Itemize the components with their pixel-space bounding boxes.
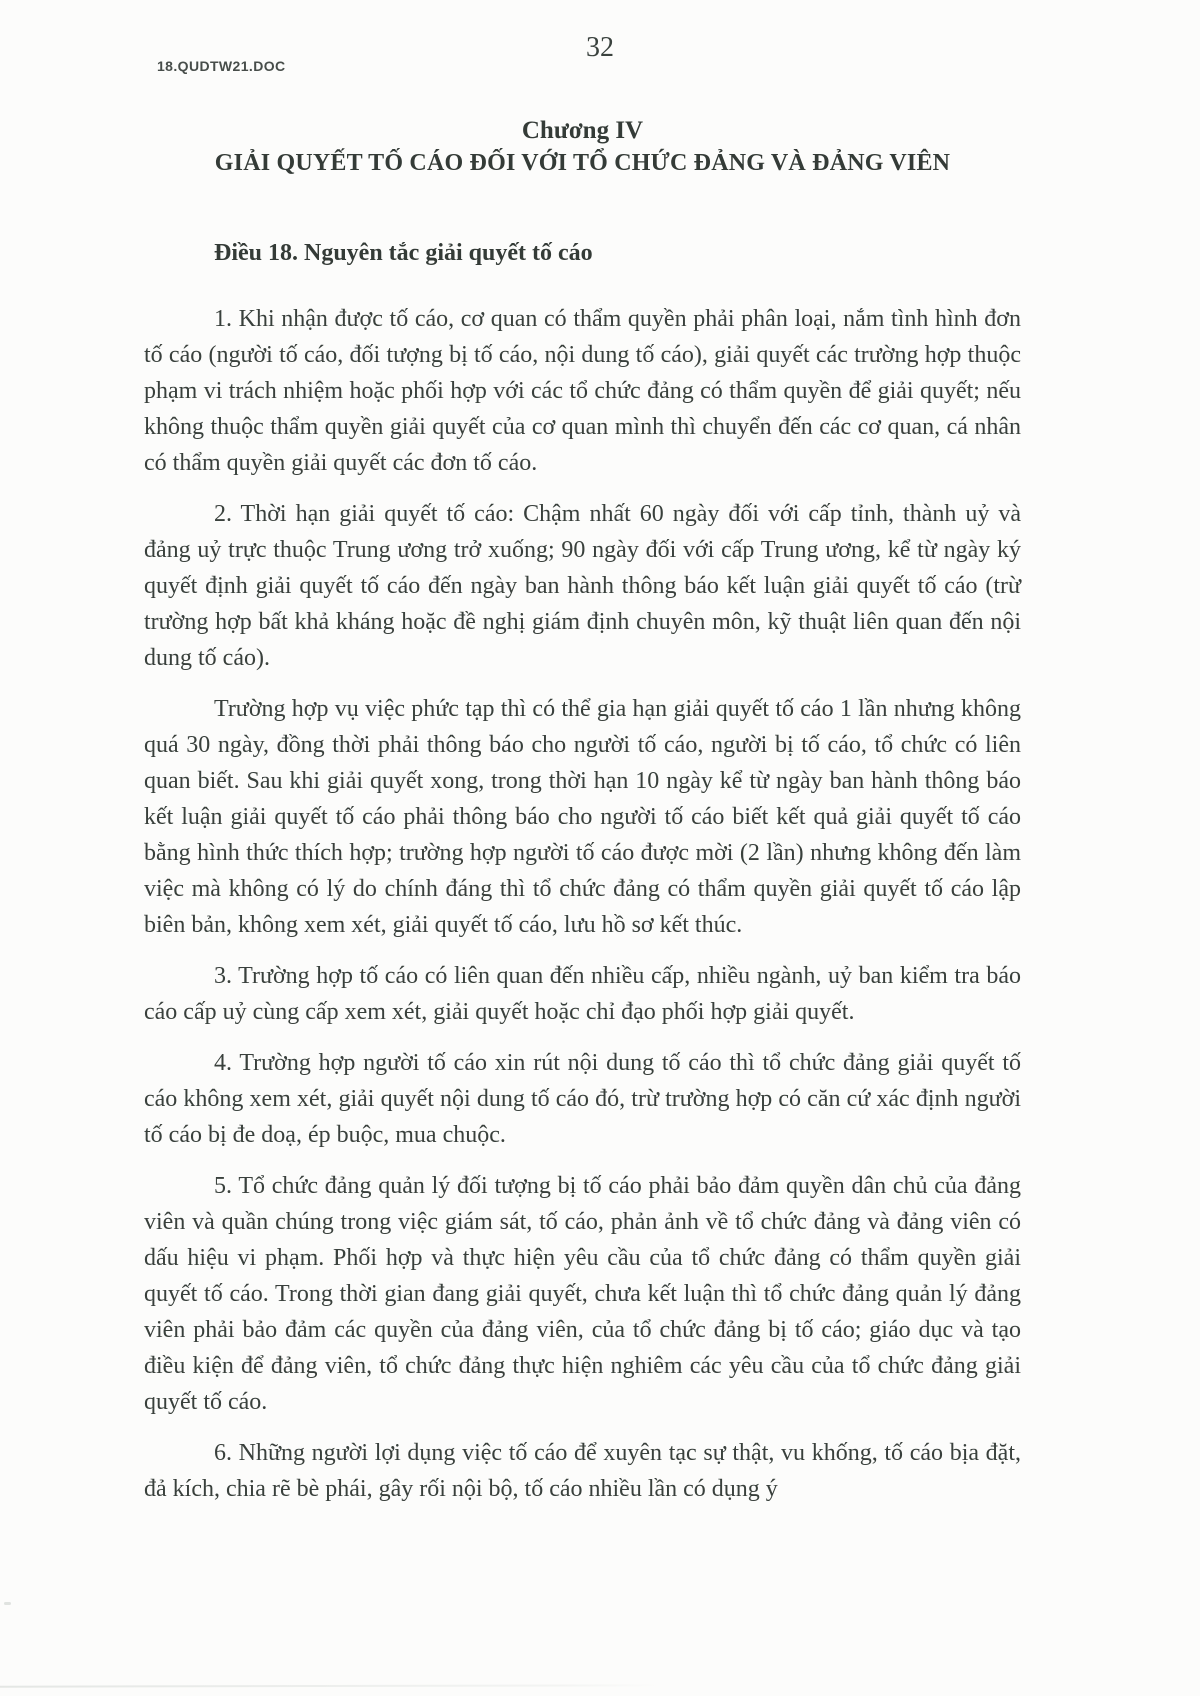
document-filename: 18.QUDTW21.DOC bbox=[157, 58, 286, 74]
scan-artifact-speck bbox=[4, 1602, 11, 1605]
body-paragraph: Trường hợp vụ việc phức tạp thì có thể gia hạn giải quyết tố cáo 1 lần nhưng không quá 30 ngày, đồng thời phải thông báo cho người tố cáo, người bị tố cáo, tổ chức có liên quan biết. Sau khi giải quyết xong, trong thời hạn 10 ngày kể từ ngày ban hành thông báo kết luận giải quyết tố cáo phải thông báo cho người tố cáo biết kết quả giải quyết tố cáo bằng hình thức thích hợp; trường hợp người tố cáo được mời (2 lần) nhưng không đến làm việc mà không có lý do chính đáng thì tổ chức đảng có thẩm quyền giải quyết tố cáo lập biên bản, không xem xét, giải quyết tố cáo, lưu hồ sơ kết thúc. bbox=[144, 696, 1021, 938]
scan-artifact-line bbox=[0, 1684, 660, 1687]
body-paragraph: 4. Trường hợp người tố cáo xin rút nội dung tố cáo thì tổ chức đảng giải quyết tố cáo không xem xét, giải quyết nội dung tố cáo đó, trừ trường hợp có căn cứ xác định người tố cáo bị đe doạ, ép buộc, mua chuộc. bbox=[144, 1050, 1021, 1148]
body-paragraph: 5. Tổ chức đảng quản lý đối tượng bị tố cáo phải bảo đảm quyền dân chủ của đảng viên và quần chúng trong việc giám sát, tố cáo, phản ảnh về tổ chức đảng và đảng viên có dấu hiệu vi phạm. Phối hợp và thực hiện yêu cầu của tổ chức đảng có thẩm quyền giải quyết tố cáo. Trong thời gian đang giải quyết, chưa kết luận thì tổ chức đảng quản lý đảng viên phải bảo đảm các quyền của đảng viên, của tổ chức đảng bị tố cáo; giáo dục và tạo điều kiện để đảng viên, tổ chức đảng thực hiện nghiêm các yêu cầu của tổ chức đảng giải quyết tố cáo. bbox=[144, 1173, 1021, 1415]
page-content bbox=[144, 0, 1021, 1522]
chapter-label: Chương IV bbox=[521, 117, 644, 144]
article-body bbox=[144, 301, 1021, 1507]
body-paragraph: 3. Trường hợp tố cáo có liên quan đến nhiều cấp, nhiều ngành, uỷ ban kiểm tra báo cáo cấp uỷ cùng cấp xem xét, giải quyết hoặc chỉ đạo phối hợp giải quyết. bbox=[144, 963, 1021, 1025]
chapter-title: GIẢI QUYẾT TỐ CÁO ĐỐI VỚI TỔ CHỨC ĐẢNG VÀ ĐẢNG VIÊN bbox=[214, 150, 951, 176]
body-paragraph: 2. Thời hạn giải quyết tố cáo: Chậm nhất 60 ngày đối với cấp tỉnh, thành uỷ và đảng uỷ trực thuộc Trung ương trở xuống; 90 ngày đối với cấp Trung ương, kể từ ngày ký quyết định giải quyết tố cáo đến ngày ban hành thông báo kết luận giải quyết tố cáo (trừ trường hợp bất khả kháng hoặc đề nghị giám định chuyên môn, kỹ thuật liên quan đến nội dung tố cáo). bbox=[144, 501, 1021, 671]
article-heading: Điều 18. Nguyên tắc giải quyết tố cáo bbox=[214, 240, 593, 266]
body-paragraph: 6. Những người lợi dụng việc tố cáo để xuyên tạc sự thật, vu khống, tố cáo bịa đặt, đả kích, chia rẽ bè phái, gây rối nội bộ, tố cáo nhiều lần có dụng ý bbox=[144, 1440, 1021, 1502]
body-paragraph: 1. Khi nhận được tố cáo, cơ quan có thẩm quyền phải phân loại, nắm tình hình đơn tố cáo (người tố cáo, đối tượng bị tố cáo, nội dung tố cáo), giải quyết các trường hợp thuộc phạm vi trách nhiệm hoặc phối hợp với các tổ chức đảng có thẩm quyền để giải quyết; nếu không thuộc thẩm quyền giải quyết của cơ quan mình thì chuyển đến các cơ quan, cá nhân có thẩm quyền giải quyết các đơn tố cáo. bbox=[144, 306, 1021, 476]
page-number: 32 bbox=[586, 32, 614, 63]
